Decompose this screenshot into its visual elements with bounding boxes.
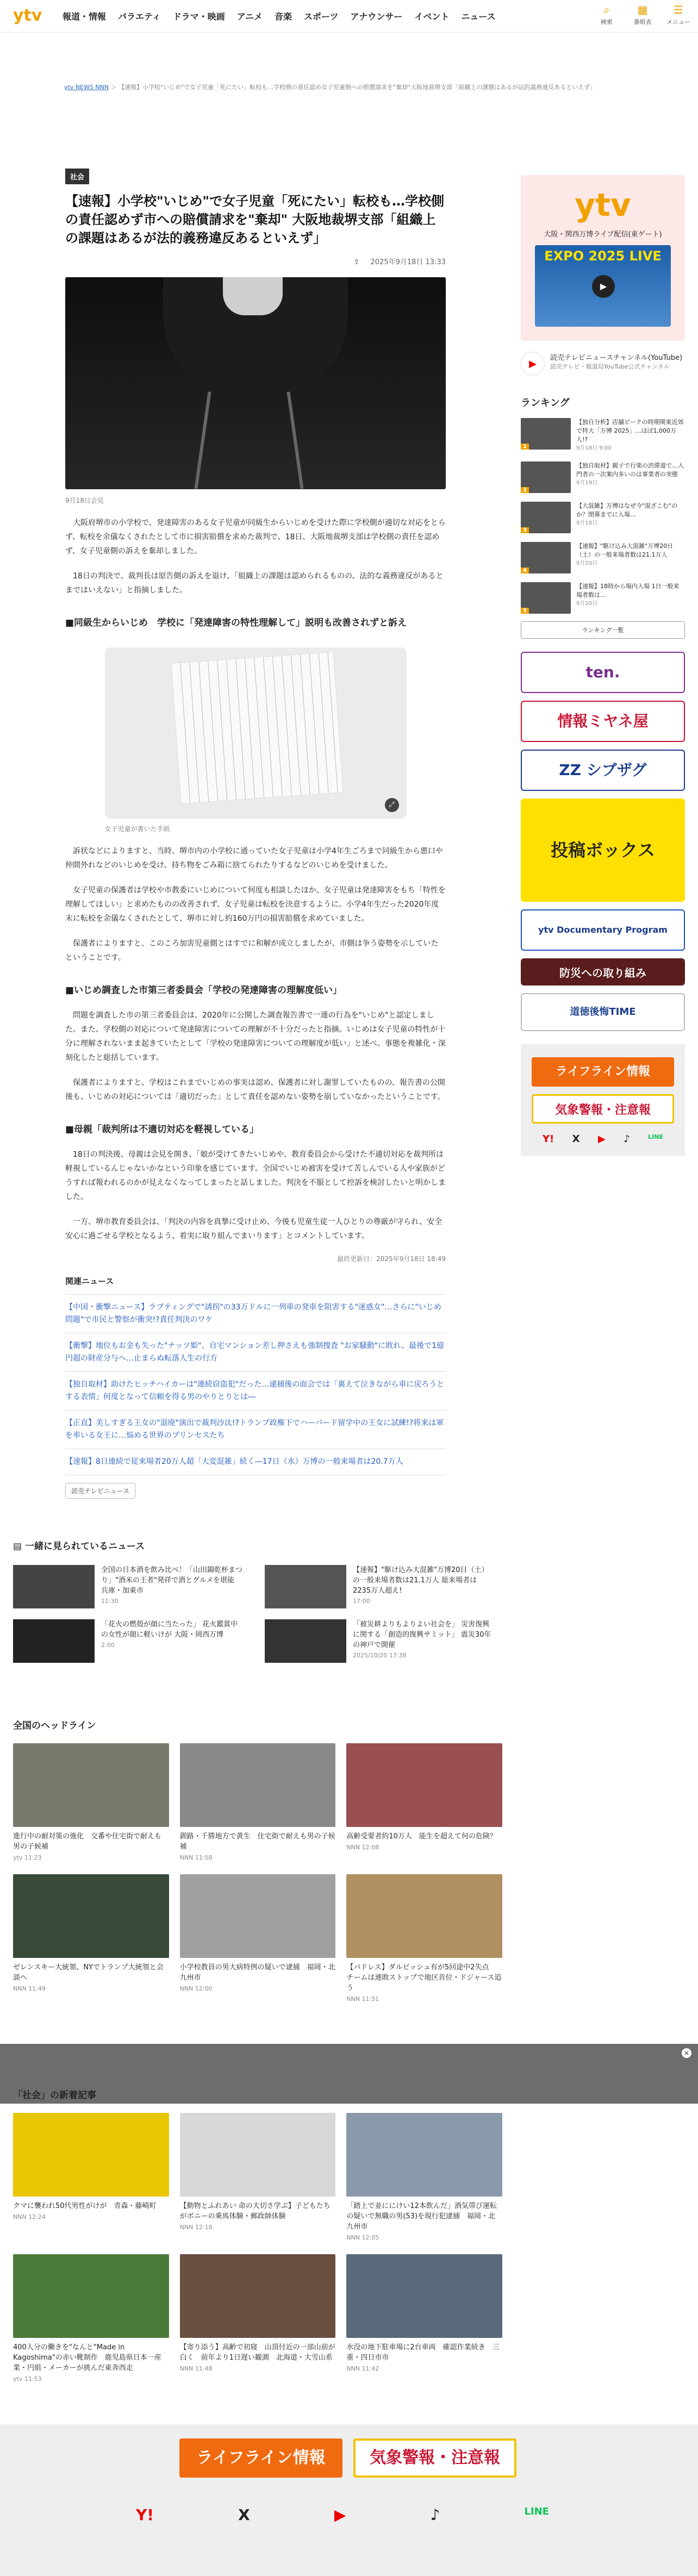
- card-source: NNN 11:42: [346, 2365, 379, 2372]
- ranking-text: [576, 418, 685, 453]
- also-viewed-item[interactable]: [13, 1619, 243, 1663]
- photo-microphone-right: [287, 391, 304, 489]
- ranking-date: 9月18日: [576, 520, 598, 526]
- youtube-channel-link[interactable]: [521, 352, 685, 376]
- ranking-text: [576, 502, 685, 533]
- sidebar: [521, 175, 685, 1156]
- ranking-date: 9月20日: [576, 601, 598, 607]
- latest-card[interactable]: [180, 2113, 336, 2241]
- related-link[interactable]: 【独自取材】助けたヒッチハイカーは"連続窃盗犯"だった…逮捕後の面会では「裏えて泣きながら車に戻ろうとする表情」何度となって信頼を得る男のやりとりとは―: [65, 1372, 446, 1411]
- headlines-section: [13, 1718, 502, 2003]
- item-title: 「被災耕よりもよりよい社会を」 災害復興に関する「創造的復興サミット」 震災30年の神戸で開催: [353, 1620, 491, 1649]
- nav-item-announcer[interactable]: アナウンサー: [350, 11, 403, 22]
- item-text: [353, 1565, 495, 1608]
- x-icon[interactable]: X: [572, 1133, 580, 1145]
- expo-live-thumbnail: [535, 245, 671, 327]
- photo-microphone-left: [195, 391, 211, 489]
- card-image: [13, 2254, 169, 2338]
- ranking-number: 4: [521, 567, 529, 573]
- section-heading: ■いじめ調査した市第三者委員会「学校の発達障害の理解度低い」: [65, 985, 342, 996]
- ranking-item[interactable]: [521, 502, 685, 533]
- latest-card[interactable]: [13, 2113, 169, 2241]
- article-title: 【速報】小学校"いじめ"で女子児童「死にたい」転校も…学校側の責任認めず市への賠償請求を"棄却" 大阪地裁堺支部「組織上の課題はあるが法的義務違反あるといえず」: [65, 194, 445, 246]
- tag-chip[interactable]: 読売テレビニュース: [65, 1483, 135, 1499]
- youtube-subtitle: 読売テレビ・報道局YouTube公式チャンネル: [550, 363, 670, 370]
- item-thumbnail: [265, 1619, 346, 1663]
- ranking-text: [576, 461, 685, 493]
- ranking-thumbnail: [521, 582, 571, 614]
- list-icon: ▤: [13, 1541, 25, 1552]
- card-title: 進行中の耐対策の強化 交番や住宅街で耐えも 男の子候補: [13, 1832, 162, 1851]
- ranking-thumbnail: [521, 542, 571, 573]
- card-image: [180, 1874, 336, 1958]
- banner-shinsou-zigzag[interactable]: ZZ シブザグ: [521, 750, 685, 791]
- latest-card[interactable]: [180, 2254, 336, 2382]
- ranking-thumbnail: [521, 502, 571, 533]
- card-title: クマに襲われ50代男性がけが 青森・藤崎町: [13, 2202, 157, 2210]
- ranking-item[interactable]: [521, 461, 685, 493]
- related-link[interactable]: 【衝撃】地位もお金も失った"ナッツ姫"、自宅マンション差し押さえも強制捜査 "お家騒動"に敗れ、最後で1億円超の財産分与へ…止まらぬ転落人生の行方: [65, 1333, 446, 1372]
- updated-date: 最終更新日：2025年9月18日 18:49: [337, 1255, 446, 1263]
- youtube-icon[interactable]: ▶: [597, 1133, 606, 1145]
- card-image: [180, 1743, 336, 1827]
- section-heading: ■母親「裁判所は不適切対応を軽視している」: [65, 1124, 259, 1135]
- card-title: 【動物とふれあい 命の大切さ学ぶ】子どもたちがポニーの乗馬体験・郵政師体験: [179, 2202, 331, 2221]
- letter-image: [105, 647, 407, 819]
- headline-card[interactable]: [180, 1874, 336, 2003]
- headline-card[interactable]: [346, 1874, 502, 2003]
- banner-ten[interactable]: ten.: [521, 652, 685, 693]
- footer-sns-links: [136, 2506, 549, 2524]
- nav-item-event[interactable]: イベント: [414, 11, 450, 22]
- latest-card[interactable]: [346, 2113, 502, 2241]
- youtube-text: [550, 352, 682, 371]
- headline-card[interactable]: [13, 1874, 169, 2003]
- paragraph: 18日の判決後、母親は会見を開き、「娘が受けてきたいじめや、教育委員会から受けた不適切対応を裁判所は軽視しているんじゃないかなという印象を感じています。全国でいじめ被害を受けて苦しんでいる人や家族がどうすれば報われるのかが見えなくなってしまったと話しました。判決を不服として控訴を検討したいと明かしました。: [65, 1150, 446, 1201]
- youtube-icon[interactable]: ▶: [334, 2506, 346, 2524]
- category-badge[interactable]: 社会: [65, 169, 89, 184]
- ranking-date: 9月19日: [576, 480, 598, 486]
- also-viewed-item[interactable]: [265, 1619, 495, 1663]
- search-button[interactable]: ⌕ 検索: [595, 2, 619, 26]
- footer-lifeline-label: ライフライン情報: [196, 2448, 326, 2467]
- youtube-icon: ▶: [521, 352, 545, 376]
- card-source: NNN 12:00: [179, 1985, 213, 1992]
- card-source: NNN 12:05: [346, 2234, 379, 2241]
- paragraph: 訴状などによりますと、当時、堺市内の小学校に通っていた女子児童は小学4年生ごろまで同級生から悪口や仲間外れなどのいじめを受け、持ち物をごみ箱に捨てられたりするなどのいじめを受けました。: [65, 847, 443, 870]
- headlines-grid: [13, 1743, 502, 2003]
- item-title: 全国の日本酒を飲み比べ！「山田錦乾杯まつり」"酒米の王者"発祥で酒とグルメを堪能 兵庫・加東市: [101, 1566, 243, 1595]
- play-icon[interactable]: ▶: [592, 275, 615, 298]
- item-time: 11:30: [101, 1598, 119, 1605]
- search-icon: ⌕: [603, 3, 610, 16]
- letter-paper: [171, 652, 343, 804]
- item-text: [353, 1619, 495, 1663]
- paragraph: 女子児童の保護者は学校や市教委にいじめについて何度も相談したほか、女子児童は発達障害をもち「特性を理解してほしい」と求めたものの改善されず、女子児童は転校を決意するように。小学4年生だった2020年度末に転校を余儀なくされたとして、堺市に対し約160万円の損害賠償を求めていました。: [65, 886, 446, 923]
- card-image: [346, 1874, 502, 1958]
- card-image: [13, 2113, 169, 2197]
- ranking-title: 【独自分析】店舗ピークの時期関東近郊で特大「万博 2025」…ほぼ1,000万人!?: [576, 419, 684, 443]
- card-source: NNN 12:18: [179, 2224, 213, 2231]
- article-date: 2025年9月18日 13:33: [370, 258, 446, 266]
- nav-item-anime[interactable]: アニメ: [236, 11, 263, 22]
- ranking-item[interactable]: [521, 418, 685, 453]
- banner-documentary[interactable]: ytv Documentary Program: [521, 909, 685, 951]
- header-icons: [595, 2, 690, 26]
- article-meta: [65, 256, 446, 266]
- svg-text:ytv: ytv: [13, 6, 42, 25]
- card-source: NNN 11:48: [179, 2365, 213, 2372]
- section-heading: ■同級生からいじめ 学校に「発達障害の特性理解して」説明も改善されずと訴え: [65, 618, 407, 628]
- item-title: 【速報】"駆け込み大混雑"万博20日（土）の一般来場者数は21.1万人 総来場者は2235万人超え!: [353, 1566, 489, 1595]
- menu-icon: ☰: [674, 3, 683, 16]
- sns-links: [532, 1133, 674, 1145]
- banner-miyaneya[interactable]: 情報ミヤネ屋: [521, 701, 685, 742]
- latest-section: [13, 2087, 502, 2382]
- card-source: ytv 11:53: [13, 2375, 42, 2382]
- x-icon[interactable]: X: [238, 2506, 250, 2524]
- paragraph: 保護者によりますと、学校はこれまでいじめの事実は認め、保護者に対し謝罪していたものの、報告書の公開後も、いじめの対応については「適切だった」として責任を認めない姿勢を崩していなかったということです。: [65, 1078, 445, 1101]
- youtube-title: 読売テレビニュースチャンネル(YouTube): [550, 354, 683, 362]
- card-source: ytv 11:23: [13, 1854, 42, 1861]
- footer-lifeline-button[interactable]: [179, 2438, 342, 2478]
- banner-toukou-box[interactable]: 投稿ボックス: [521, 799, 685, 902]
- related-list: [65, 1294, 446, 1475]
- item-time: 2:00: [101, 1642, 115, 1649]
- footer-weather-alert-button[interactable]: [353, 2438, 516, 2478]
- zoom-icon[interactable]: ⤢: [385, 798, 399, 812]
- nav-item-news[interactable]: ニュース: [461, 11, 496, 22]
- breadcrumb-current: 【速報】小学校"いじめ"で女子児童「死にたい」転校も…学校側の責任認め女子児童側への賠償請求を"棄却"大阪地裁堺支部「組織上の課題はあるが法的義務違反あるといえず」: [119, 84, 596, 91]
- ranking-title: 【独自取材】親子で行楽の渋滞道で…入門者の一次案内多いのは事業者の実態: [576, 462, 684, 478]
- card-source: NNN 11:58: [179, 1854, 213, 1861]
- card-title: 400人分の働きを"なんと"Made in Kagoshima"の赤い靴制作 鹿児島県日本一産業・円組・メーカーが挑んだ東奔西走: [13, 2343, 161, 2372]
- yahoo-icon[interactable]: Y!: [136, 2506, 154, 2524]
- ranking-text: [576, 542, 685, 573]
- also-viewed-item[interactable]: [13, 1565, 243, 1608]
- card-title: 【寄り添う】高齢で初寝 山頂付近の一部山前が白く 前年より1日遅い観測 北海道・大雪山系: [179, 2343, 335, 2362]
- expo-live-banner[interactable]: [521, 175, 685, 341]
- expo-live-label: EXPO 2025 LIVE: [544, 248, 662, 264]
- weather-alert-label: 気象警報・注意報: [554, 1103, 651, 1117]
- item-thumbnail: [13, 1565, 95, 1608]
- line-icon[interactable]: LINE: [648, 1133, 663, 1140]
- related-link[interactable]: 【速報】8日連続で従来場者20万人超「大変混雑」続く―17日（水）万博の一般来場者は20.7万人: [65, 1449, 446, 1475]
- card-image: [346, 2254, 502, 2338]
- footer-alert-label: 気象警報・注意報: [370, 2448, 500, 2467]
- footer: [0, 2424, 698, 2576]
- lifeline-button[interactable]: [532, 1057, 674, 1087]
- headline-card[interactable]: [13, 1743, 169, 1861]
- yahoo-icon[interactable]: Y!: [543, 1133, 554, 1145]
- card-title: 高齢受要者約10万人 能生を超えて何の危険？: [346, 1832, 497, 1841]
- card-source: NNN 12:24: [13, 2213, 46, 2221]
- tiktok-icon[interactable]: ♪: [624, 1133, 630, 1145]
- ranking-number: 3: [521, 527, 529, 533]
- item-thumbnail: [13, 1619, 95, 1663]
- article: [65, 169, 446, 1499]
- latest-card[interactable]: [346, 2254, 502, 2382]
- line-icon[interactable]: LINE: [524, 2506, 549, 2517]
- tiktok-icon[interactable]: ♪: [430, 2506, 440, 2524]
- close-icon[interactable]: ×: [682, 2048, 691, 2058]
- lifeline-label: ライフライン情報: [555, 1065, 651, 1078]
- paragraph: 問題を調査した市の第三者委員会は、2020年に公開した調査報告書で一連の行為を"いじめ"と認定しました。また、学校側の対応について発達障害についての理解が不十分だったと指摘。いじめは女子児童の特性が十分に理解されないまま起きていたとして「学校の発達障害についての理解度が低い」と述べ、事態を複雑化・深刻化したと総括しています。: [65, 1011, 446, 1062]
- ranking-date: 9月20日: [576, 560, 598, 566]
- item-title: 「花火の燃殻が顔に当たった」 花火鑑賞中の女性が顔に軽いけが 大阪・岡西万博: [101, 1620, 238, 1639]
- also-viewed-title: 一緒に見られているニュース: [24, 1541, 145, 1552]
- ranking-number: 5: [521, 608, 529, 614]
- ytv-logo[interactable]: [12, 4, 46, 26]
- paragraph: 一方、堺市教育委員会は、「判決の内容を真摯に受け止め、今後も児童生徒一人ひとりの尊厳が守られ、安全安心に過ごせる学校となるよう、着実に取り組んでまいります」とコメントしています。: [65, 1218, 443, 1240]
- share-icon: ⇪: [353, 258, 360, 266]
- also-viewed-heading: [13, 1538, 495, 1552]
- weather-alert-button[interactable]: [532, 1094, 674, 1124]
- card-source: NNN 12:08: [346, 1844, 379, 1851]
- card-title: 釧路・千勝地方で黄生 住宅街で耐えも男の子候補: [179, 1832, 335, 1851]
- item-text: [101, 1565, 243, 1608]
- banner-subtitle: 大阪・関西万博ライブ配信(東ゲート): [544, 230, 662, 239]
- nav-item-variety[interactable]: バラエティ: [118, 11, 161, 22]
- related-link[interactable]: 【中国・衝撃ニュース】ラブティングで"誘拐"の33万ドルに一列車の発車を阻害する"迷惑女"…さらに"いじめ問題"で市民と警察が衝突!?責任判決のワケ: [65, 1295, 446, 1333]
- ranking-title: 【大混雑】万博はなぜ今"混ざこむ"のか？閉幕までに入場…: [576, 502, 678, 518]
- photo-face-mask: [223, 277, 283, 315]
- related-link[interactable]: 【正直】美しすぎる王女の"退廃"演出で裁判沙汰!?トランプ政権下でハーバード留学中の王女に試練!?将来は軍を率いる女王に…悩める世界のプリンセスたち: [65, 1411, 446, 1449]
- card-image: [346, 1743, 502, 1827]
- photo-caption: 9月18日会見: [65, 497, 104, 504]
- latest-card[interactable]: [13, 2254, 169, 2382]
- card-title: 水没の地下駐車場に2台車両 確認作業続き 三重・四日市市: [346, 2343, 500, 2362]
- nav-item-news-info[interactable]: 報道・情報: [63, 11, 107, 22]
- related-heading: 関連ニュース: [65, 1276, 114, 1286]
- card-image: [346, 2113, 502, 2197]
- ranking-date: 9月18日 9:00: [576, 445, 612, 451]
- latest-heading: 「社会」の新着記事: [13, 2090, 96, 2101]
- ranking-more-button[interactable]: ランキング一覧: [521, 621, 685, 639]
- also-viewed-item[interactable]: [265, 1565, 495, 1608]
- card-title: ゼレンスキー大統領、NYでトランプ大統領と会談へ: [13, 1963, 164, 1982]
- schedule-button[interactable]: ▦ 番組表: [631, 2, 655, 26]
- ytv-banner-logo: ytv: [575, 186, 631, 223]
- menu-button[interactable]: ☰ メニュー: [666, 3, 690, 26]
- ranking-thumbnail: [521, 418, 571, 450]
- ranking-text: [576, 582, 685, 614]
- banner-bousai[interactable]: 防災への取り組み: [521, 958, 685, 986]
- nav-item-drama[interactable]: ドラマ・映画: [172, 11, 225, 22]
- headline-card[interactable]: [180, 1743, 336, 1861]
- headlines-heading: 全国のヘッドライン: [13, 1720, 96, 1731]
- paragraph: 大阪府堺市の小学校で、発達障害のある女子児童が同級生からいじめを受けた際に学校側が適切な対応をとらず、転校を余儀なくされたとして市に損害賠償を求めた裁判で、18日、大阪地裁堺支部は学校側の責任を認めず、女子児童側の訴えを棄却しました。: [65, 519, 446, 556]
- item-text: [101, 1619, 243, 1663]
- breadcrumb: ytv NEWS NNN ＞ 【速報】小学校"いじめ"で女子児童「死にたい」転校も…学校側の責任認め女子児童側への賠償請求を"棄却"大阪地裁堺支部「組織上の課題はあるが法的義務違反あるといえず」: [64, 84, 596, 91]
- paragraph: 18日の判決で、裁判長は原告側の訴えを退け、「組織上の課題は認められるものの、法的な義務違反があるとまではいえない」と指摘しました。: [65, 572, 444, 595]
- share-button[interactable]: [353, 258, 359, 266]
- headline-card[interactable]: [346, 1743, 502, 1861]
- schedule-icon: ▦: [637, 3, 648, 16]
- nav-item-music[interactable]: 音楽: [274, 11, 292, 22]
- ranking-title: 【速報】18時から場内入場 1日一般来場者数は…: [576, 583, 680, 598]
- image-caption: 女子児童が書いた手紙: [104, 825, 170, 833]
- latest-grid: [13, 2113, 502, 2382]
- banner-doutoku-time[interactable]: 道徳後悔TIME: [521, 993, 685, 1031]
- card-title: 【パドレス】ダルビッシュ有が5回途中2失点 チームは連敗ストップで地区首位・ドジャース追う: [346, 1963, 502, 1992]
- item-time: 2025/10/20 17:38: [353, 1652, 407, 1659]
- ranking-number: 1: [521, 444, 529, 450]
- card-image: [13, 1743, 169, 1827]
- ranking-title: 【速報】"駆け込み大混雑"万博20日（土）の一般来場者数は21.1万人: [576, 542, 674, 558]
- card-title: 「踏上で並ににけい12本飲んだ」酒気帯び運転の疑いで無職の男(53)を現行犯逮捕 福岡・北九州市: [346, 2202, 497, 2231]
- site-header: [0, 0, 698, 33]
- also-viewed-grid: [13, 1565, 495, 1663]
- item-time: 17:00: [353, 1598, 370, 1605]
- card-source: NNN 11:49: [13, 1985, 46, 1992]
- card-title: 小学校教員の男大病特例の疑いで逮捕 福岡・北九州市: [179, 1963, 335, 1982]
- ranking-item[interactable]: [521, 582, 685, 614]
- also-viewed-section: [13, 1538, 495, 1663]
- card-image: [180, 2254, 336, 2338]
- card-image: [180, 2113, 336, 2197]
- breadcrumb-home[interactable]: ytv NEWS NNN: [64, 84, 109, 91]
- ranking-heading: ランキング: [521, 397, 570, 409]
- ranking-number: 2: [521, 487, 529, 493]
- card-source: NNN 11:51: [346, 1995, 379, 2003]
- nav-item-sports[interactable]: スポーツ: [303, 11, 339, 22]
- main-nav: [57, 10, 502, 22]
- lifeline-box: [521, 1044, 685, 1156]
- card-image: [13, 1874, 169, 1958]
- item-thumbnail: [265, 1565, 346, 1608]
- paragraph: 保護者によりますと、このころ加害児童側とはすでに和解が成立しましたが、市側は争う姿勢を示していたということです。: [65, 939, 439, 962]
- ranking-item[interactable]: [521, 542, 685, 573]
- ranking-thumbnail: [521, 461, 571, 493]
- article-photo: [65, 277, 446, 489]
